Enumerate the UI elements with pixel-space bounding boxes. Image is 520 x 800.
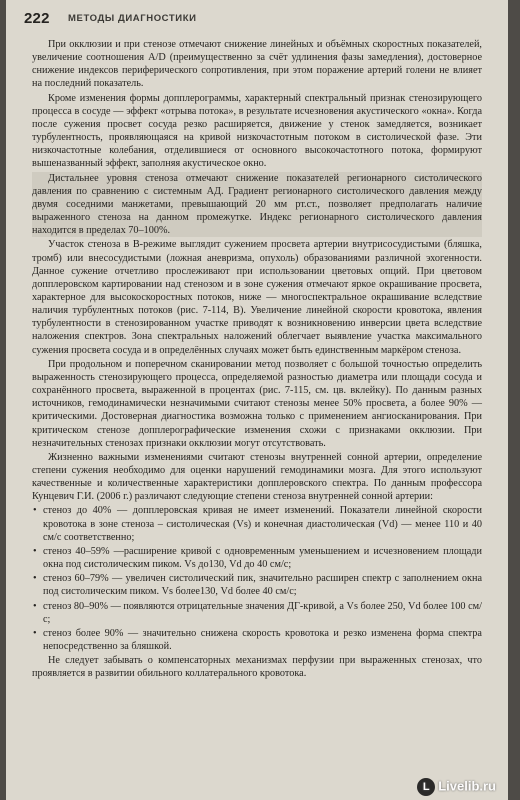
page-header	[24, 10, 488, 32]
bullet-icon: •	[33, 573, 37, 585]
bullet-icon: •	[33, 545, 37, 557]
paragraph-closing: Не следует забывать о компенсаторных механизмах перфузии при выраженных стенозах, что проявляется в развитии обильного коллатерального кровотока.	[32, 655, 482, 680]
running-title: МЕТОДЫ ДИАГНОСТИКИ	[68, 13, 197, 24]
list-item-text: стеноз до 40% — допплеровская кривая не имеет изменений. Показатели линейной скорости кровотока в зоне стеноза – систолическая (Vs) и конечная диастолическая (Vd) — менее 110 и 40 см/с соответственно;	[43, 505, 482, 543]
book-page	[6, 0, 508, 800]
list-item	[32, 504, 482, 543]
paragraph-scanning: При продольном и поперечном сканировании метод позволяет с большой точностью определить выраженность стенозирующего процесса, определяемой разностью диаметра или площади сосуда и сохранённого просвета, выраженной в процентах (рис. 7-115, см. цв. вклейку). По данным разных источников, гемодинамически незначимыми считают стенозы менее 50% просвета, а более 90% — критическими. Достоверная диагностика возможна только с применением ангиосканирования. При критическом стенозе допплерографические изменения схожи с признаками окклюзии. При незначительных стенозах признаки окклюзии могут отсутствовать.	[32, 358, 482, 449]
body-text	[32, 38, 482, 682]
bullet-icon: •	[33, 627, 37, 639]
paragraph-occlusion: При окклюзии и при стенозе отмечают снижение линейных и объёмных скоростных показателей, увеличение соотношения A/D (преимущественно за счёт удлинения фазы замедления), достоверное снижение индексов периферического сопротивления, при этом поражение артерий голени не влияет на последний показатель.	[32, 39, 482, 90]
paragraph-carotid: Жизненно важными изменениями считают стенозы внутренней сонной артерии, определение степени сужения необходимо для оценки нарушений гемодинамики мозга. Для этого используют качественные и количественные характеристики допплеровского спектра. По данным профессора Кунцевич Г.И. (2006 г.) различают следующие степени стеноза внутренней сонной артерии:	[32, 451, 482, 503]
list-item	[32, 545, 482, 571]
paragraph-b-mode: Участок стеноза в B-режиме выглядит сужением просвета артерии внутрисосудистыми (бляшка, тромб) или внесосудистыми (ложная аневризма, опухоль) образованиями различной эхогенности. Данное сужение отчетливо прослеживают при использовании цветовых опций. При цветовом допплеровском картировании над стенозом и в зоне сужения отмечают яркое окрашивание просвета, характерное для высокоскоростных потоков, ниже — многоспектральное окрашивание вследствие наличия турбулентных потоков (рис. 7-114, B). Увеличение линейной скорости кровотока, явления турбулентности в стенозированном участке приводят к возникновению инверсии цвета вследствие наложения спектров. Зона спектральных наложений облегчает выявление участка максимального сужения просвета сосуда и в определённых случаях может быть единственным маркёром стеноза.	[32, 239, 482, 356]
list-item	[32, 627, 482, 653]
bullet-icon: •	[33, 600, 37, 612]
list-item-text: стеноз 40–59% —расширение кривой с одновременным уменьшением и исчезновением площади окна под систолическим пиком. Vs до130, Vd до 40 см/с;	[43, 545, 482, 571]
livelib-logo-icon: L	[417, 778, 435, 796]
list-item-text: стеноз 80–90% — появляются отрицательные значения ДГ-кривой, а Vs более 250, Vd более 100 см/с;	[43, 600, 482, 625]
paragraph-spectral-sign: Кроме изменения формы допплерограммы, характерный спектральный признак стенозирующего процесса в сосуде — эффект «отрыва потока», в результате исчезновения акустического «окна». Когда после сужения просвет сосуда резко расширяется, движение у стенок замедляется, возникает турбулентность, проявляющаяся на кривой низкочастотным потоком в систолической фазе. Эти низкочастотные колебания, отделившиеся от основного высокочастотного потока, формируют вышеназванный эффект, заполняя акустическое окно.	[32, 92, 482, 170]
stenosis-grades-list	[32, 504, 482, 653]
list-item-text: стеноз 60–79% — увеличен систолический пик, значительно расширен спектр с заполнением окна под систолическим пиком. Vs более130, Vd более 40 см/с;	[43, 573, 482, 598]
list-item-text: стеноз более 90% — значительно снижена скорость кровотока и резко изменена форма спектра непосредственно за бляшкой.	[43, 627, 482, 653]
paragraph-regional-pressure: Дистальнее уровня стеноза отмечают снижение показателей регионарного систолического давления по сравнению с системным АД. Градиент регионарного систолического давления между двумя соседними манжетами, превышающий 20 мм рт.ст., позволяет предполагать наличие выраженного стеноза на данном промежутке. Индекс регионарного систолического давления находится в пределах 70–100%.	[32, 172, 482, 237]
list-item	[32, 572, 482, 598]
page-number: 222	[24, 10, 50, 27]
bullet-icon: •	[33, 505, 37, 517]
livelib-watermark	[417, 778, 496, 796]
watermark-text: Livelib.ru	[438, 778, 496, 794]
list-item	[32, 600, 482, 626]
